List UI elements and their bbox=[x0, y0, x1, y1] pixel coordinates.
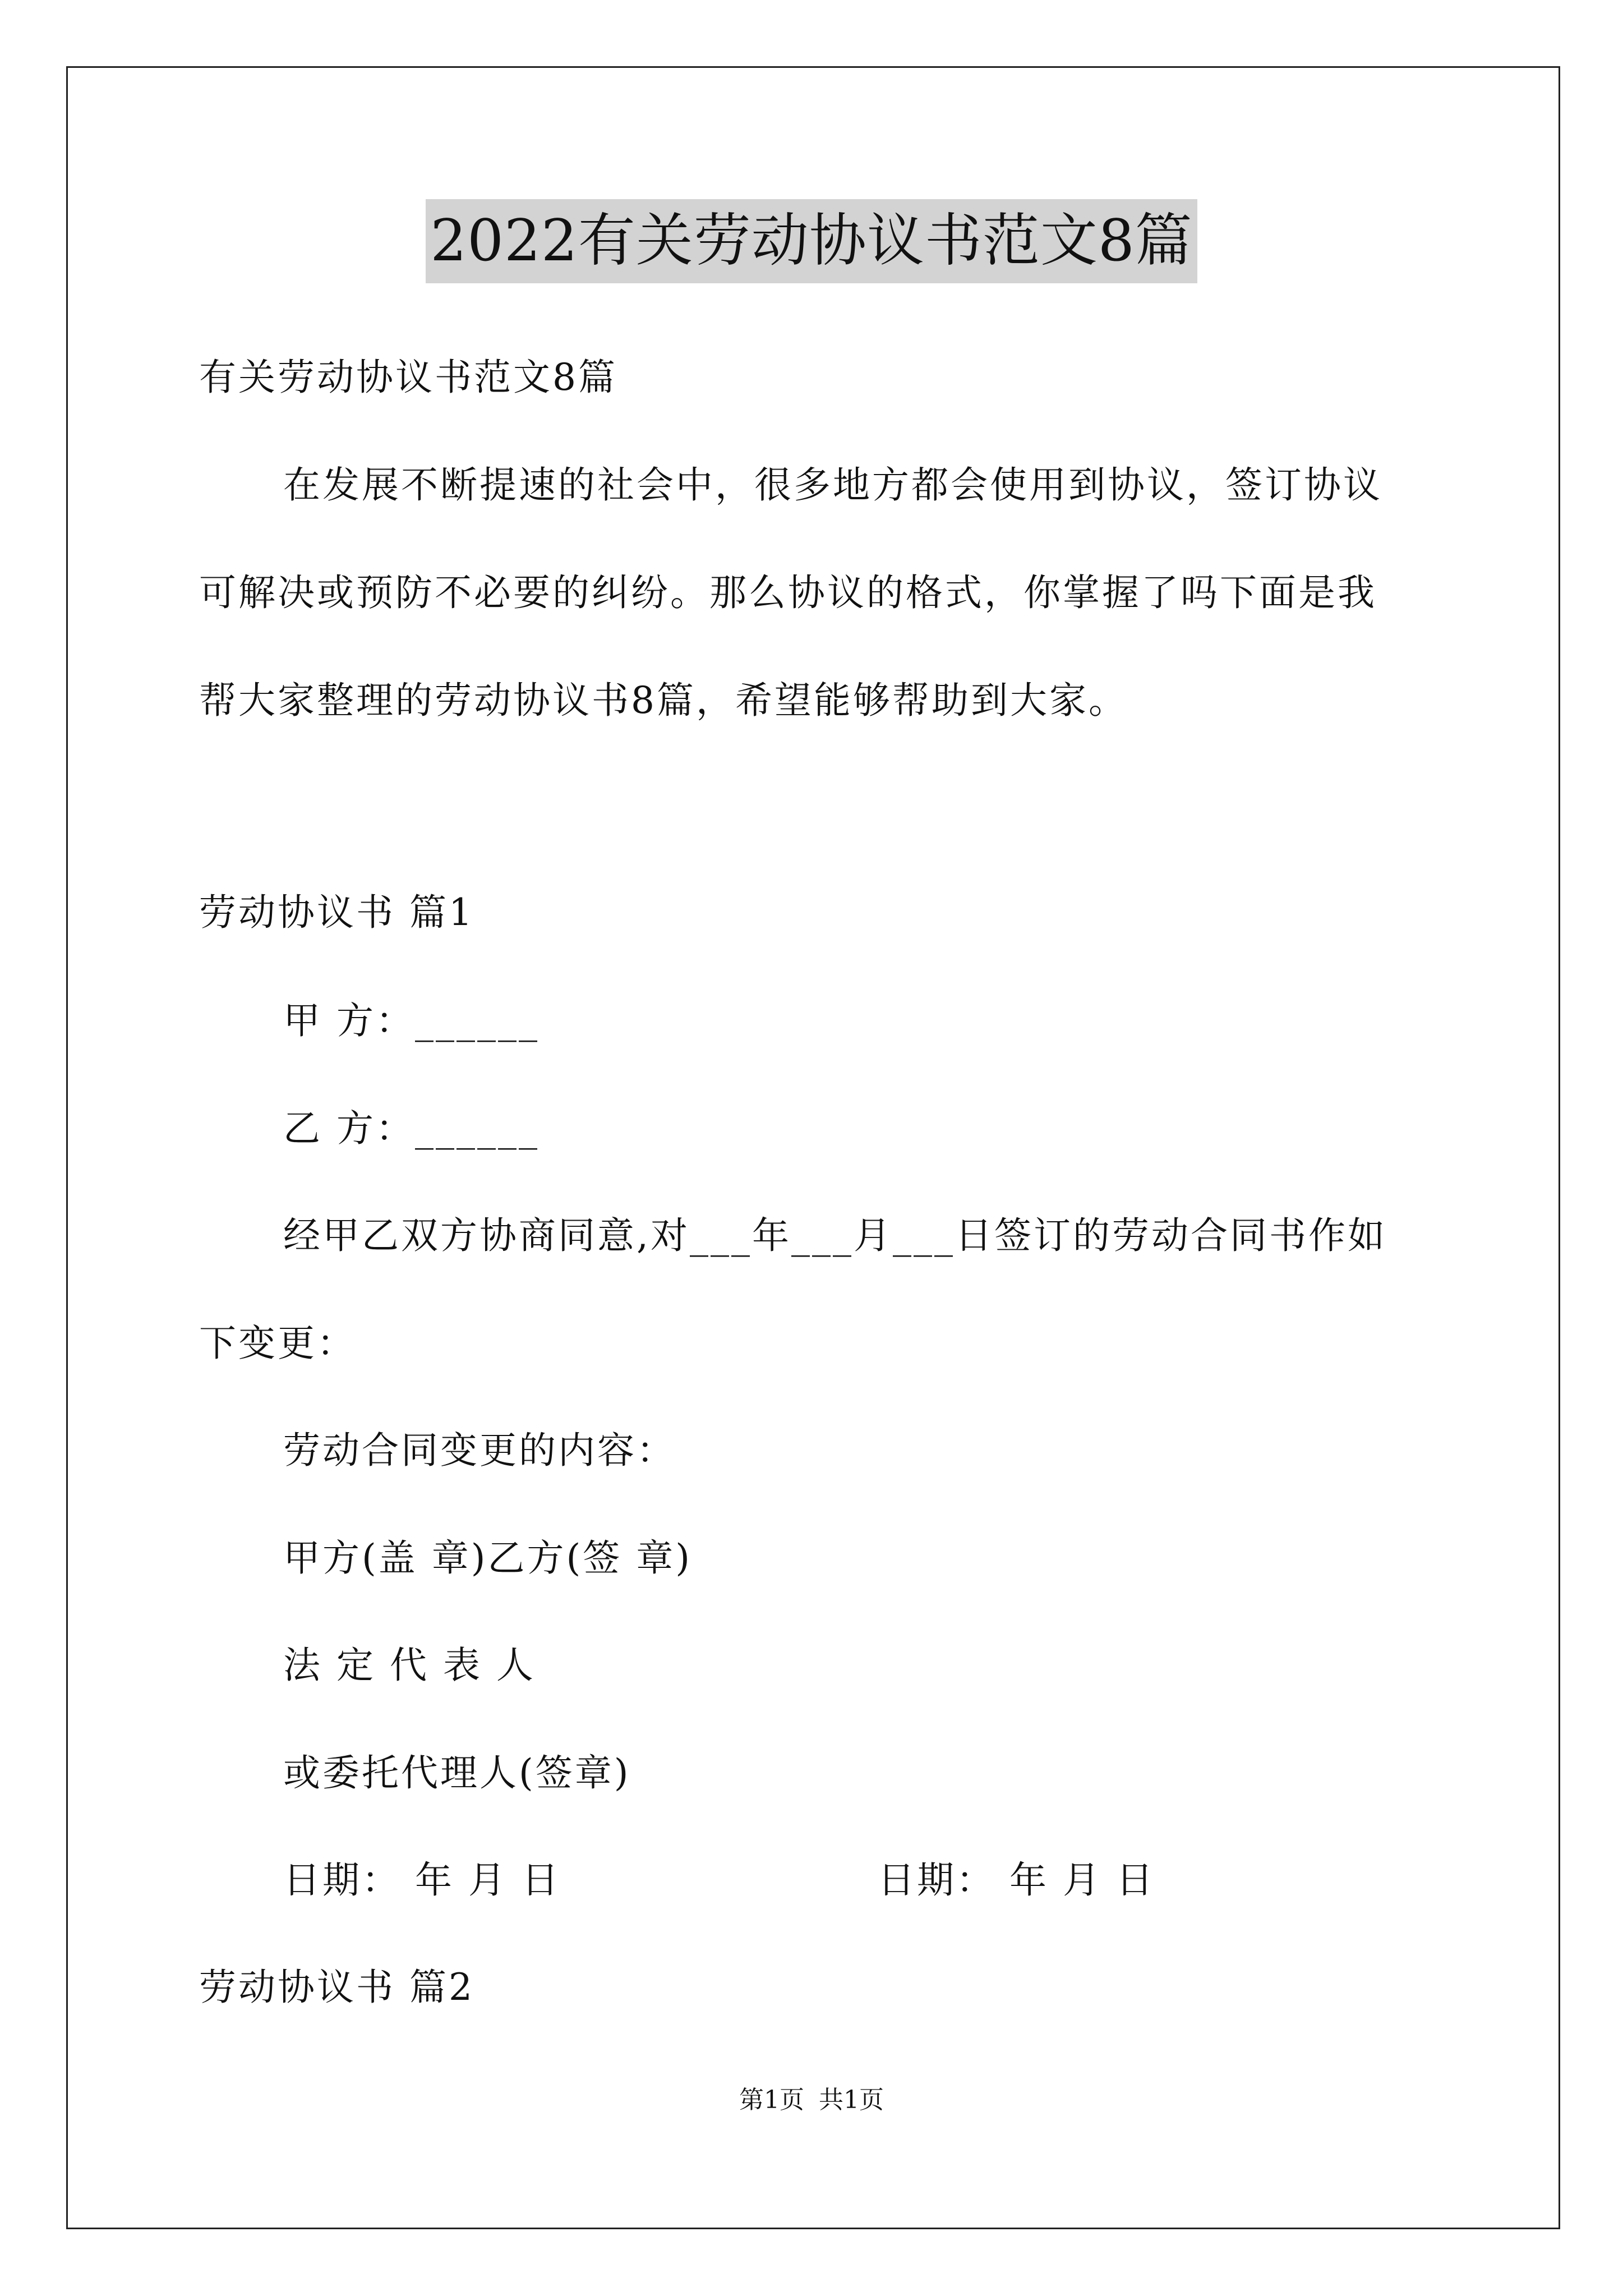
page-footer bbox=[0, 2083, 1623, 2117]
change-content-label: 劳动合同变更的内容： bbox=[283, 1429, 676, 1472]
footer-total-pages: 共1页 bbox=[819, 2086, 884, 2114]
intro-line-3: 帮大家整理的劳动协议书8篇，希望能够帮助到大家。 bbox=[199, 679, 1128, 722]
intro-line-2: 可解决或预防不必要的纠纷。那么协议的格式，你掌握了吗下面是我 bbox=[199, 571, 1377, 614]
party-a-line: 甲 方：______ bbox=[283, 999, 540, 1042]
section-1-heading: 劳动协议书 篇1 bbox=[199, 891, 474, 934]
agreement-line-2: 下变更： bbox=[199, 1322, 356, 1365]
title-container bbox=[0, 199, 1623, 283]
document-title: 2022有关劳动协议书范文8篇 bbox=[426, 199, 1197, 283]
party-b-line: 乙 方：______ bbox=[283, 1107, 540, 1150]
footer-page-number: 第1页 bbox=[739, 2086, 804, 2114]
legal-representative-line: 法 定 代 表 人 bbox=[283, 1644, 536, 1687]
date-right: 日期： 年 月 日 bbox=[878, 1858, 1155, 1902]
date-left: 日期： 年 月 日 bbox=[283, 1858, 561, 1902]
seal-signature-line: 甲方(盖 章)乙方(签 章) bbox=[283, 1536, 692, 1580]
intro-line-1: 在发展不断提速的社会中，很多地方都会使用到协议，签订协议 bbox=[283, 463, 1382, 507]
authorized-agent-line: 或委托代理人(签章) bbox=[283, 1751, 631, 1795]
agreement-line-1: 经甲乙双方协商同意,对___年___月___日签订的劳动合同书作如 bbox=[283, 1214, 1387, 1257]
document-subtitle: 有关劳动协议书范文8篇 bbox=[199, 356, 617, 399]
section-2-heading: 劳动协议书 篇2 bbox=[199, 1966, 474, 2009]
